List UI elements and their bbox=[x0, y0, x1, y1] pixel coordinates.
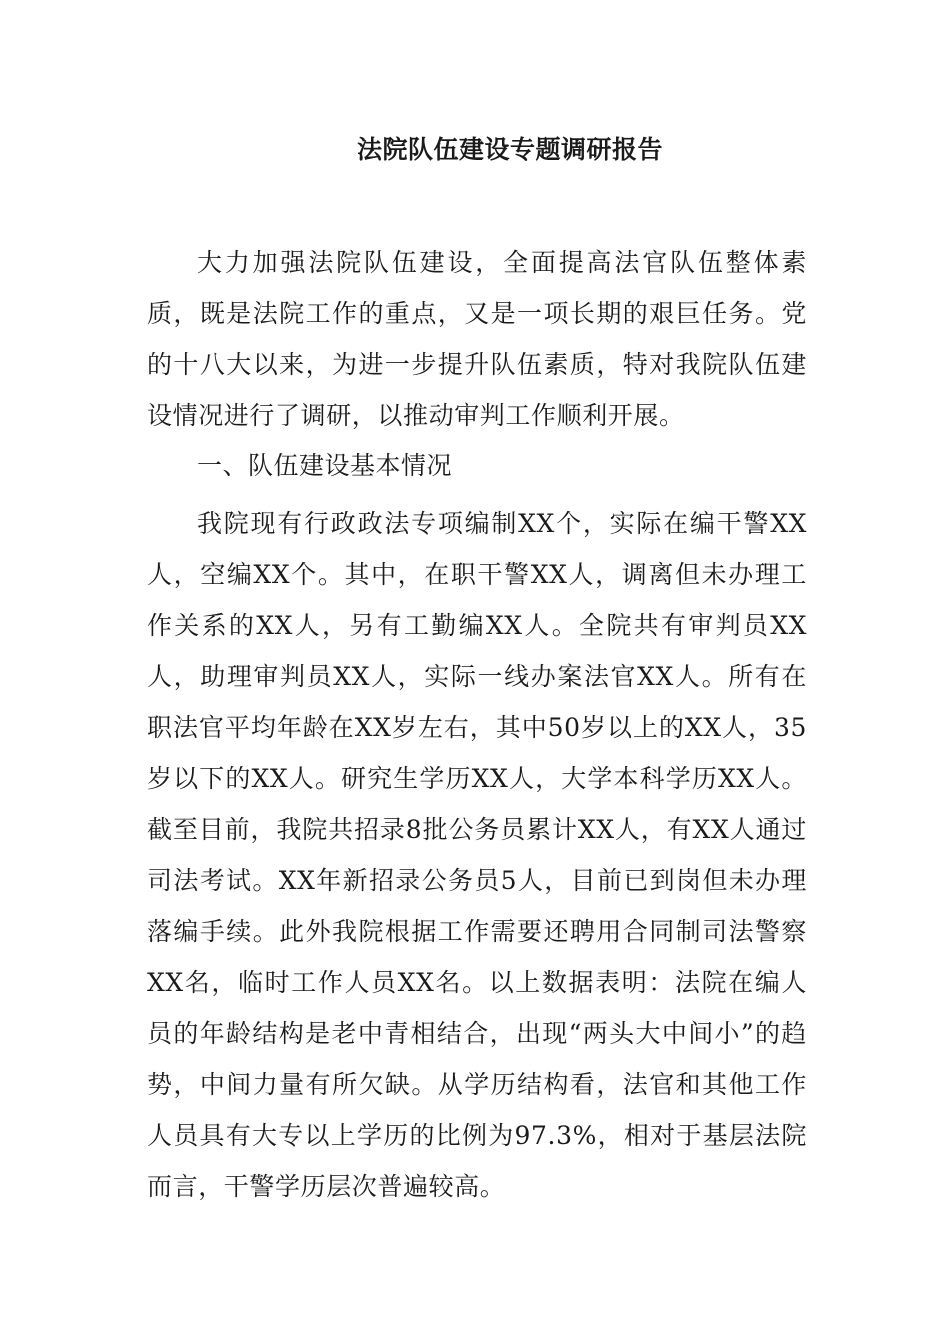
section-heading: 一、队伍建设基本情况 bbox=[197, 451, 453, 480]
document-title: 法院队伍建设专题调研报告 bbox=[356, 135, 663, 164]
section-paragraph: 我院现有行政政法专项编制XX个，实际在编干警XX人，空编XX个。其中，在职干警XX人，调离但未办理工作关系的XX人，另有工勤编XX人。全院共有审判员XX人，助理审判员XX人，实际一线办案法官XX人。所有在职法官平均年龄在XX岁左右，其中50岁以上的XX人，35岁以下的XX人。研究生学历XX人，大学本科学历XX人。截至目前，我院共招录8批公务员累计XX人，有XX人通过司法考试。XX年新招录公务员5人，目前已到岗但未办理落编手续。此外我院根据工作需要还聘用合同制司法警察XX名，临时工作人员XX名。以上数据表明：法院在编人员的年龄结构是老中青相结合，出现“两头大中间小”的趋势，中间力量有所欠缺。从学历结构看，法官和其他工作人员具有大专以上学历的比例为97.3%，相对于基层法院而言，干警学历层次普遍较高。 bbox=[147, 509, 807, 1201]
intro-paragraph: 大力加强法院队伍建设，全面提高法官队伍整体素质，既是法院工作的重点，又是一项长期的艰巨任务。党的十八大以来，为进一步提升队伍素质，特对我院队伍建设情况进行了调研，以推动审判工作顺利开展。 bbox=[147, 248, 807, 430]
